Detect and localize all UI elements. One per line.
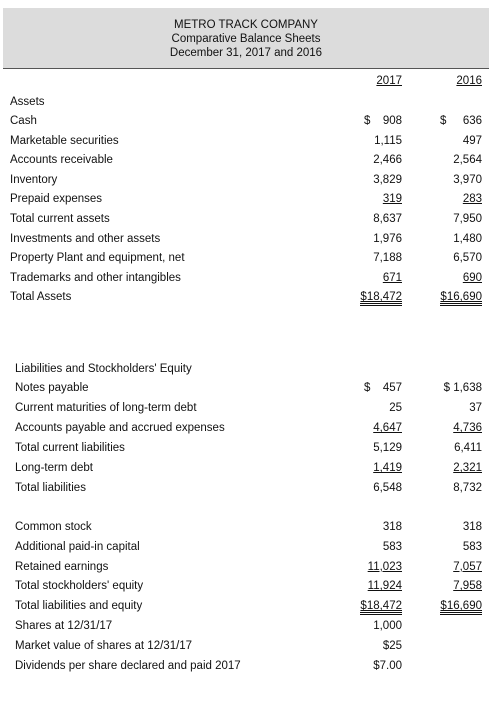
table-row (0, 230, 500, 248)
line-item-label: Retained earnings (15, 560, 109, 573)
line-item-label: Total stockholders' equity (15, 580, 144, 593)
value-2016 (422, 210, 482, 228)
value-2016 (422, 151, 482, 169)
value-2017-text: 2,466 (373, 154, 402, 167)
table-row (0, 459, 500, 477)
value-2016-text: 6,570 (453, 252, 482, 265)
value-2017-text: $18,472 (360, 291, 402, 306)
value-2017-text: $25 (382, 639, 402, 652)
value-2016 (422, 439, 482, 457)
value-2016 (422, 190, 482, 208)
value-2016-text: 636 (462, 115, 482, 127)
value-2016-text: 3,970 (453, 173, 482, 186)
table-row (0, 132, 500, 150)
value-2017-text: 11,924 (367, 580, 402, 593)
value-2017 (342, 459, 402, 477)
value-2016 (422, 459, 482, 477)
value-2016-text: 8,732 (453, 482, 482, 494)
line-item-label: Accounts payable and accrued expenses (15, 422, 225, 434)
value-2017 (342, 379, 402, 397)
line-item-label: Common stock (15, 521, 92, 533)
value-2016-text: 7,950 (453, 213, 482, 225)
value-2017 (342, 171, 402, 189)
value-2016-text: 4,736 (453, 422, 482, 434)
value-2017-text: 11,023 (367, 560, 402, 573)
value-2016-text: 583 (462, 540, 482, 553)
value-2017-text: 1,976 (373, 232, 402, 245)
value-2016-text: 690 (462, 271, 482, 284)
value-2017 (342, 190, 402, 208)
value-2016 (422, 518, 482, 536)
dollar-sign: $ (440, 115, 447, 127)
liabilities-heading-row (0, 360, 500, 378)
company-name: METRO TRACK COMPANY (174, 19, 318, 31)
value-2016-text: 318 (462, 521, 482, 533)
table-row (0, 399, 500, 417)
value-2016-text: 283 (462, 193, 482, 206)
line-item-label: Market value of shares at 12/31/17 (15, 639, 193, 652)
statement-title: Comparative Balance Sheets (171, 33, 321, 45)
table-row (0, 558, 500, 576)
value-2016 (422, 479, 482, 497)
table-row (0, 439, 500, 457)
value-2017 (342, 538, 402, 556)
table-row (0, 577, 500, 595)
liabilities-heading: Liabilities and Stockholders' Equity (15, 363, 192, 375)
value-2017-text: $7.00 (373, 659, 402, 672)
value-2017-text: $18,472 (360, 600, 402, 615)
value-2017 (342, 518, 402, 536)
value-2016-text: 7,958 (453, 580, 482, 593)
value-2016 (422, 558, 482, 576)
value-2017-text: 319 (382, 193, 402, 206)
line-item-label: Total Assets (10, 291, 72, 304)
value-2016 (422, 288, 482, 306)
value-2017-text: 1,000 (373, 620, 402, 632)
value-2017 (342, 637, 402, 655)
table-row (0, 657, 500, 675)
value-2016-text: $16,690 (440, 600, 482, 615)
line-item-label: Accounts receivable (10, 154, 113, 167)
line-item-label: Marketable securities (10, 134, 119, 147)
table-row (0, 171, 500, 189)
value-2016 (422, 538, 482, 556)
value-2017 (342, 399, 402, 417)
table-row (0, 112, 500, 130)
value-2017 (342, 479, 402, 497)
value-2017-text: 1,115 (374, 134, 402, 147)
table-row (0, 249, 500, 267)
value-2016 (422, 399, 482, 417)
line-item-label: Total liabilities and equity (15, 600, 143, 613)
value-2016 (422, 379, 482, 397)
value-2016 (422, 249, 482, 267)
value-2016-text: $ 1,638 (443, 382, 482, 394)
value-2016 (422, 171, 482, 189)
column-header-2016: 2016 (456, 75, 482, 87)
line-item-label: Trademarks and other intangibles (10, 271, 181, 284)
table-row (0, 637, 500, 655)
value-2017-text: 25 (389, 402, 402, 414)
value-2017 (342, 230, 402, 248)
value-2017 (342, 132, 402, 150)
table-row (0, 479, 500, 497)
line-item-label: Total liabilities (15, 482, 86, 494)
table-row (0, 151, 500, 169)
line-item-label: Property Plant and equipment, net (10, 252, 185, 265)
value-2017 (342, 112, 402, 130)
line-item-label: Prepaid expenses (10, 193, 103, 206)
value-2016 (442, 112, 482, 130)
column-header-2017: 2017 (376, 75, 402, 87)
table-row (0, 597, 500, 615)
value-2016 (422, 597, 482, 615)
value-2016 (422, 419, 482, 437)
line-item-label: Additional paid-in capital (15, 540, 140, 553)
value-2016-text: 2,564 (453, 154, 482, 167)
dollar-sign: $ (364, 382, 371, 394)
value-2016-text: 7,057 (453, 560, 482, 573)
assets-heading: Assets (10, 96, 45, 108)
value-2016-text: $16,690 (440, 291, 482, 306)
value-2017-text: 3,829 (373, 173, 402, 186)
table-row (0, 379, 500, 397)
value-2017 (342, 419, 402, 437)
value-2017-text: 5,129 (373, 442, 402, 454)
line-item-label: Current maturities of long-term debt (15, 402, 197, 414)
dollar-sign: $ (364, 115, 371, 127)
table-row (0, 617, 500, 635)
table-row (0, 518, 500, 536)
value-2017-text: 1,419 (373, 462, 402, 474)
value-2017-text: 318 (382, 521, 402, 533)
value-2017 (342, 577, 402, 595)
table-row (0, 269, 500, 287)
value-2017 (342, 288, 402, 306)
assets-heading-row (0, 93, 500, 111)
table-row (0, 538, 500, 556)
value-2016 (422, 230, 482, 248)
line-item-label: Total current assets (10, 213, 110, 225)
value-2017 (342, 269, 402, 287)
value-2016 (422, 269, 482, 287)
value-2017 (342, 439, 402, 457)
line-item-label: Notes payable (15, 382, 89, 394)
value-2017-text: 908 (382, 115, 402, 127)
value-2017 (342, 617, 402, 635)
value-2016 (422, 132, 482, 150)
table-row (0, 419, 500, 437)
value-2017-text: 4,647 (373, 422, 402, 434)
value-2017-text: 6,548 (373, 482, 402, 494)
value-2016-text: 1,480 (453, 232, 482, 245)
table-row (0, 288, 500, 306)
line-item-label: Shares at 12/31/17 (15, 620, 113, 632)
value-2016 (422, 577, 482, 595)
value-2017-text: 457 (382, 382, 402, 394)
value-2016-text: 6,411 (454, 442, 482, 454)
line-item-label: Total current liabilities (15, 442, 125, 454)
value-2016-text: 497 (462, 134, 482, 147)
value-2017 (342, 657, 402, 675)
value-2017-text: 583 (382, 540, 402, 553)
value-2017-text: 8,637 (373, 213, 402, 225)
value-2017-text: 671 (382, 271, 402, 284)
value-2017 (342, 558, 402, 576)
value-2017 (342, 597, 402, 615)
value-2017 (342, 151, 402, 169)
value-2017-text: 7,188 (373, 252, 402, 265)
line-item-label: Long-term debt (15, 462, 93, 474)
value-2016-text: 2,321 (453, 462, 482, 474)
statement-header (3, 8, 489, 69)
value-2016-text: 37 (469, 402, 482, 414)
line-item-label: Dividends per share declared and paid 2017 (15, 659, 241, 672)
line-item-label: Cash (10, 115, 37, 127)
statement-date: December 31, 2017 and 2016 (169, 47, 323, 59)
line-item-label: Inventory (10, 173, 58, 186)
table-row (0, 190, 500, 208)
value-2017 (342, 249, 402, 267)
value-2017 (342, 210, 402, 228)
table-row (0, 210, 500, 228)
line-item-label: Investments and other assets (10, 232, 161, 245)
